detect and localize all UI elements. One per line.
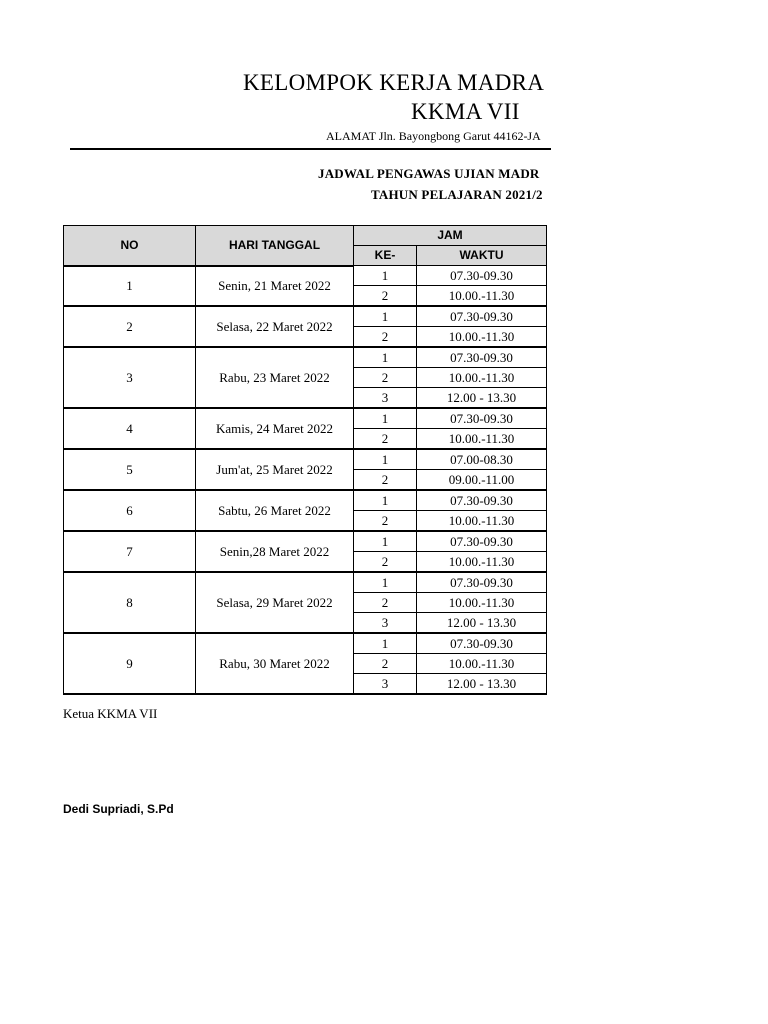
session-time: 10.00.-11.30 [417,511,547,532]
table-row [64,449,547,470]
row-date: Selasa, 29 Maret 2022 [196,572,354,633]
session-time: 10.00.-11.30 [417,552,547,573]
session-time: 10.00.-11.30 [417,654,547,674]
session-number: 1 [354,347,417,368]
header-ke: KE- [354,246,417,266]
session-number: 1 [354,490,417,511]
session-time: 07.30-09.30 [417,306,547,327]
header-jam: JAM [354,226,547,246]
row-number: 2 [64,306,196,347]
table-row [64,408,547,429]
session-time: 07.30-09.30 [417,531,547,552]
session-number: 3 [354,388,417,409]
row-date: Rabu, 30 Maret 2022 [196,633,354,694]
schedule-table [63,225,547,695]
schedule-body [64,266,547,695]
table-row [64,490,547,511]
row-number: 6 [64,490,196,531]
session-number: 1 [354,266,417,286]
table-row [64,306,547,327]
session-time: 10.00.-11.30 [417,593,547,613]
session-number: 2 [354,470,417,491]
row-date: Kamis, 24 Maret 2022 [196,408,354,449]
session-number: 2 [354,654,417,674]
org-address: ALAMAT Jln. Bayongbong Garut 44162-JA [326,129,541,143]
row-date: Jum'at, 25 Maret 2022 [196,449,354,490]
session-time: 07.30-09.30 [417,266,547,286]
session-number: 2 [354,552,417,573]
org-subtitle: KKMA VII [411,99,520,124]
row-date: Rabu, 23 Maret 2022 [196,347,354,408]
session-time: 10.00.-11.30 [417,286,547,307]
session-number: 1 [354,306,417,327]
row-number: 4 [64,408,196,449]
session-time: 10.00.-11.30 [417,429,547,450]
signature-role: Ketua KKMA VII [63,706,158,721]
session-time: 12.00 - 13.30 [417,388,547,409]
header-no: NO [64,226,196,266]
row-date: Senin,28 Maret 2022 [196,531,354,572]
session-number: 3 [354,613,417,634]
session-time: 07.30-09.30 [417,572,547,593]
session-time: 12.00 - 13.30 [417,613,547,634]
session-number: 3 [354,674,417,695]
row-number: 9 [64,633,196,694]
table-row [64,572,547,593]
table-row [64,347,547,368]
session-time: 07.30-09.30 [417,408,547,429]
session-time: 10.00.-11.30 [417,368,547,388]
session-time: 09.00.-11.00 [417,470,547,491]
session-time: 07.30-09.30 [417,633,547,654]
table-row [64,633,547,654]
header-waktu: WAKTU [417,246,547,266]
signature-name: Dedi Supriadi, S.Pd [63,802,174,816]
session-number: 2 [354,429,417,450]
session-number: 2 [354,368,417,388]
session-number: 2 [354,327,417,348]
org-title: KELOMPOK KERJA MADRA [243,70,545,95]
row-date: Senin, 21 Maret 2022 [196,266,354,307]
table-row [64,266,547,286]
session-number: 1 [354,531,417,552]
session-time: 07.30-09.30 [417,490,547,511]
header-date: HARI TANGGAL [196,226,354,266]
header-divider [70,148,551,150]
session-number: 1 [354,633,417,654]
session-time: 12.00 - 13.30 [417,674,547,695]
row-date: Sabtu, 26 Maret 2022 [196,490,354,531]
session-number: 1 [354,449,417,470]
session-number: 1 [354,408,417,429]
session-time: 07.30-09.30 [417,347,547,368]
session-number: 2 [354,593,417,613]
row-number: 5 [64,449,196,490]
row-number: 8 [64,572,196,633]
row-date: Selasa, 22 Maret 2022 [196,306,354,347]
schedule-title: JADWAL PENGAWAS UJIAN MADR [318,166,540,181]
session-time: 07.00-08.30 [417,449,547,470]
table-row [64,531,547,552]
session-number: 1 [354,572,417,593]
row-number: 1 [64,266,196,307]
row-number: 3 [64,347,196,408]
session-number: 2 [354,511,417,532]
session-number: 2 [354,286,417,307]
session-time: 10.00.-11.30 [417,327,547,348]
row-number: 7 [64,531,196,572]
schedule-year: TAHUN PELAJARAN 2021/2 [371,187,543,202]
